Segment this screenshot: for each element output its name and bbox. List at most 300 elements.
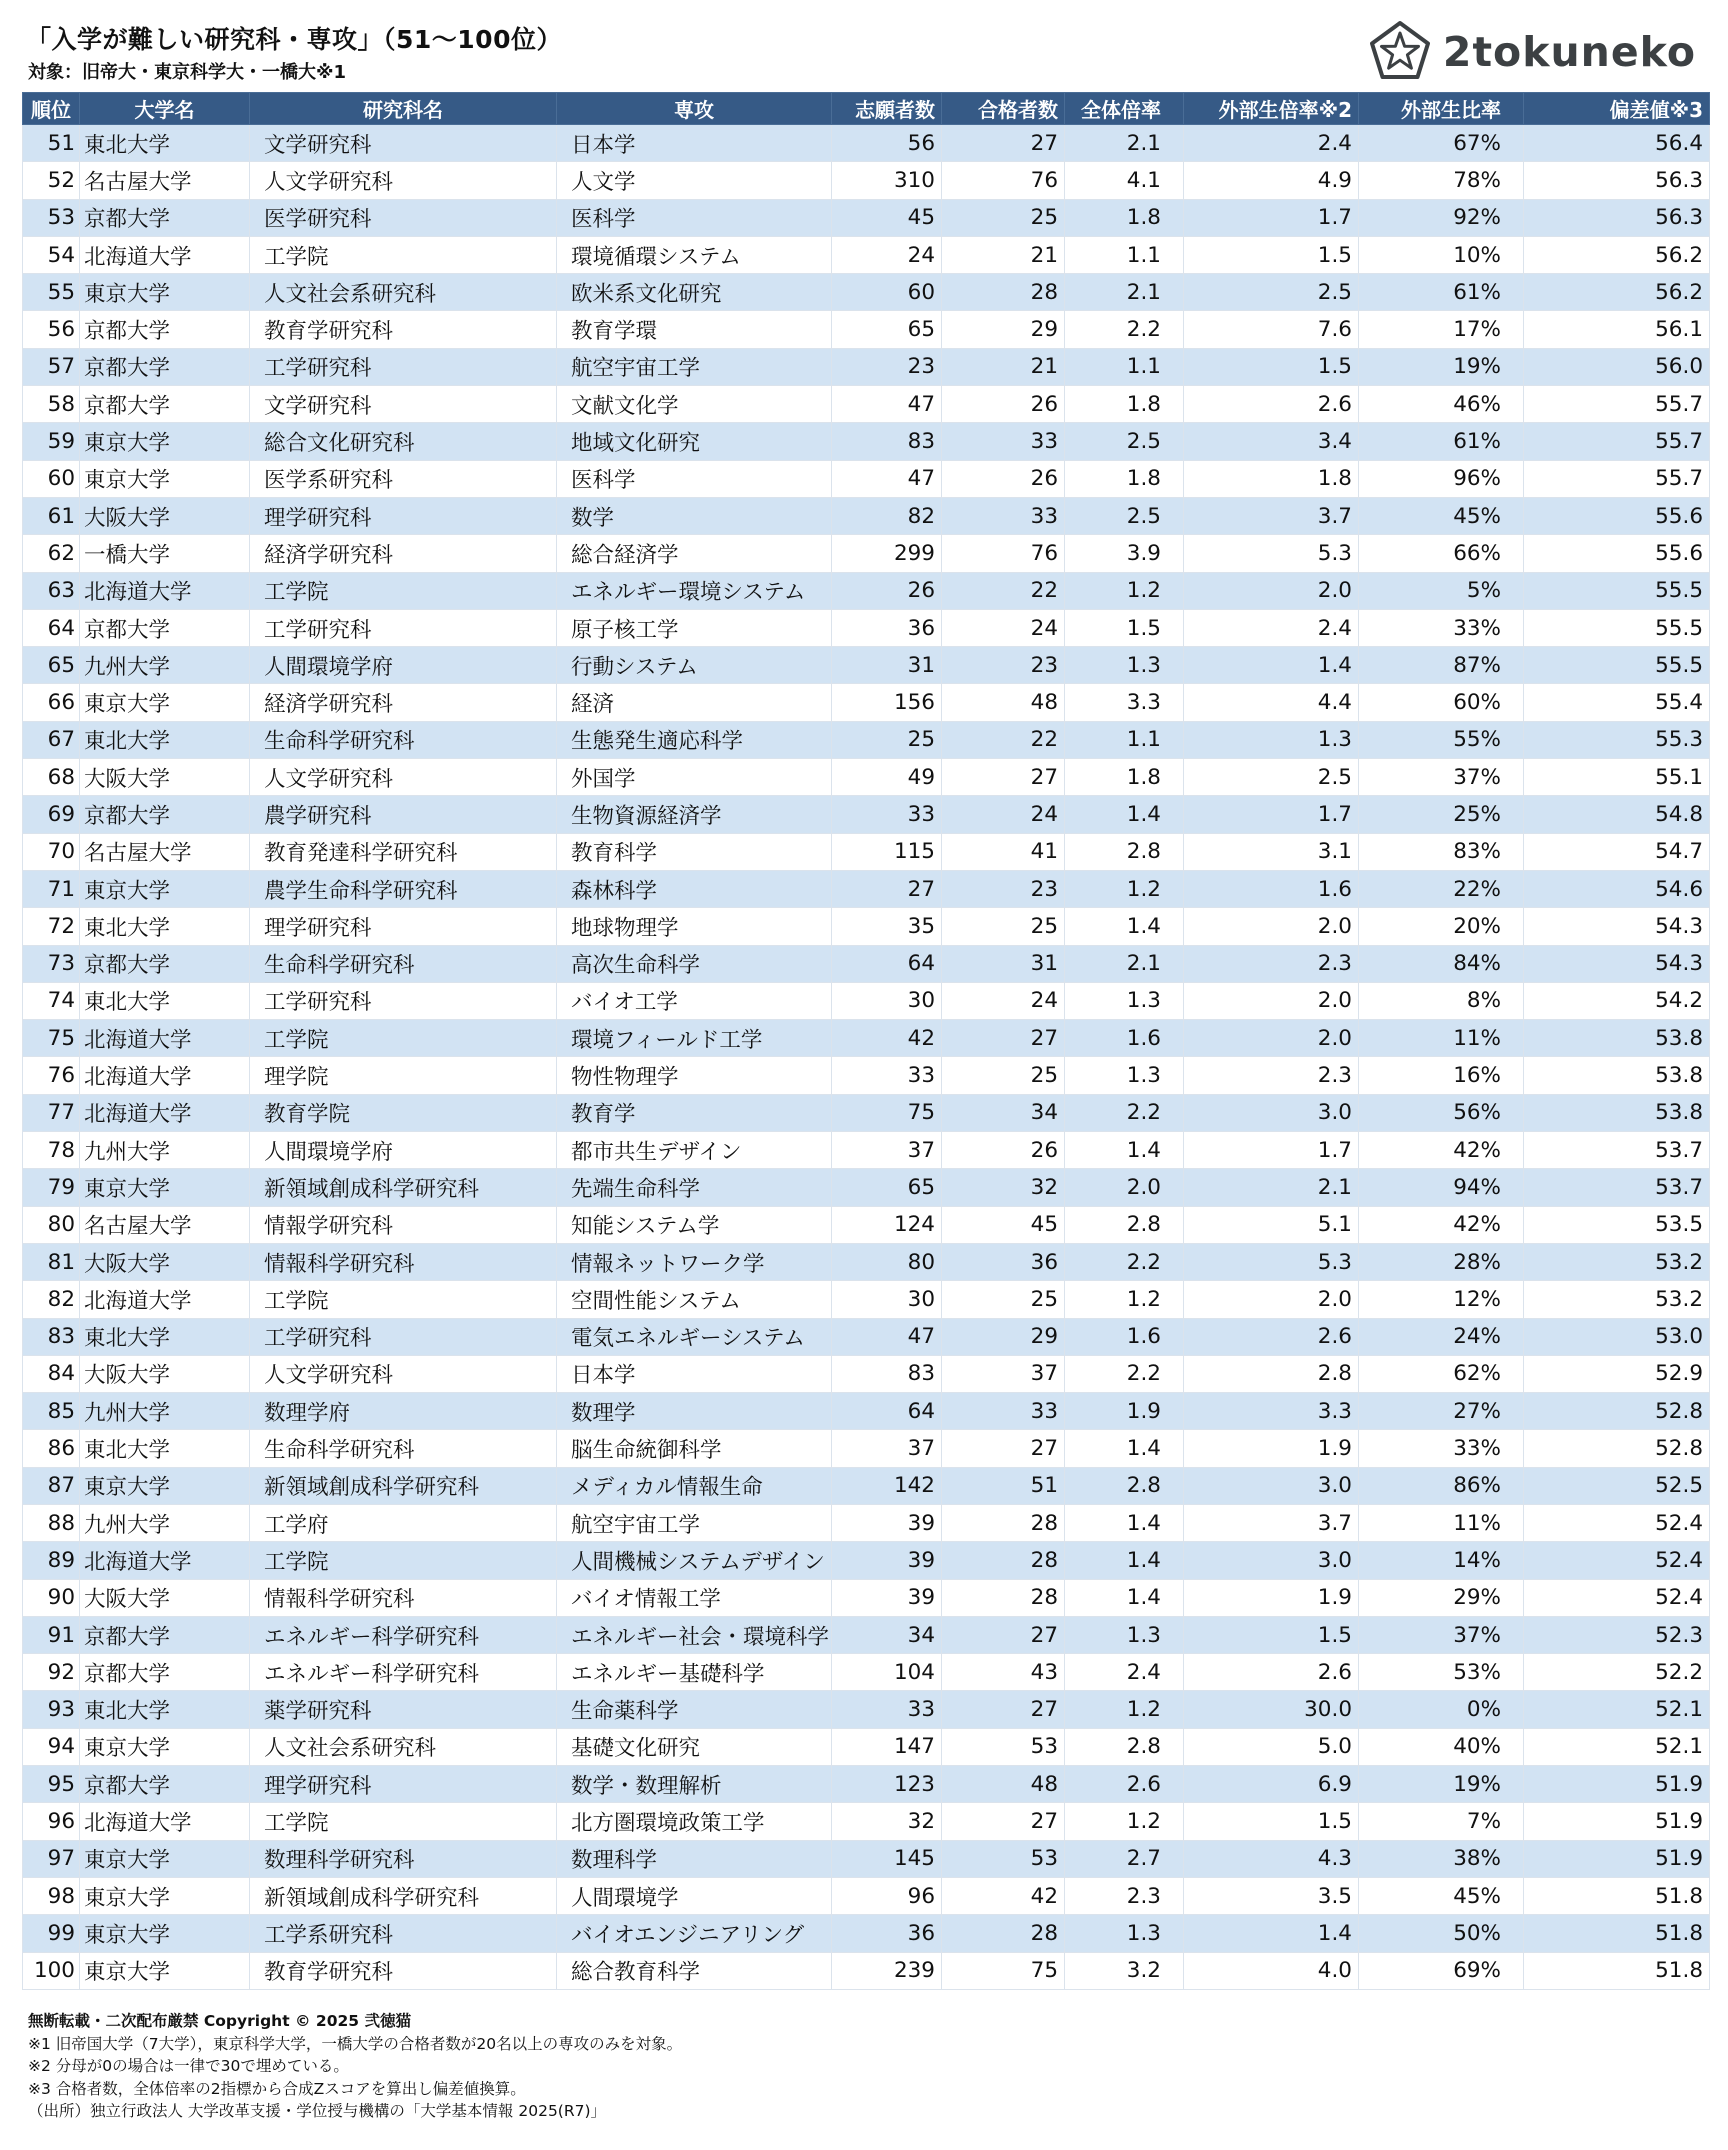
major-cell: エネルギー社会・環境科学 bbox=[557, 1616, 832, 1653]
overall-ratio-cell: 2.8 bbox=[1065, 833, 1184, 870]
applicants-cell: 36 bbox=[832, 609, 942, 646]
applicants-cell: 60 bbox=[832, 274, 942, 311]
graduate-school-cell: 工学研究科 bbox=[250, 609, 557, 646]
table-row bbox=[23, 1206, 1710, 1243]
rank-cell: 73 bbox=[23, 945, 80, 982]
graduate-school-cell: 理学研究科 bbox=[250, 908, 557, 945]
overall-ratio-cell: 2.7 bbox=[1065, 1840, 1184, 1877]
overall-ratio-cell: 1.5 bbox=[1065, 609, 1184, 646]
external-share-cell: 40% bbox=[1359, 1728, 1524, 1765]
admitted-cell: 25 bbox=[942, 199, 1065, 236]
external-ratio-cell: 7.6 bbox=[1184, 311, 1359, 348]
overall-ratio-cell: 2.2 bbox=[1065, 1094, 1184, 1131]
major-cell: 教育科学 bbox=[557, 833, 832, 870]
col-header-graduate-school: 研究科名 bbox=[250, 93, 557, 125]
major-cell: 原子核工学 bbox=[557, 609, 832, 646]
external-ratio-cell: 3.0 bbox=[1184, 1467, 1359, 1504]
rank-cell: 88 bbox=[23, 1504, 80, 1541]
major-cell: 物性物理学 bbox=[557, 1057, 832, 1094]
applicants-cell: 65 bbox=[832, 311, 942, 348]
admitted-cell: 53 bbox=[942, 1840, 1065, 1877]
major-cell: 森林科学 bbox=[557, 870, 832, 907]
overall-ratio-cell: 2.5 bbox=[1065, 423, 1184, 460]
external-share-cell: 27% bbox=[1359, 1393, 1524, 1430]
rank-cell: 81 bbox=[23, 1243, 80, 1280]
external-ratio-cell: 1.3 bbox=[1184, 721, 1359, 758]
admitted-cell: 34 bbox=[942, 1094, 1065, 1131]
overall-ratio-cell: 2.3 bbox=[1065, 1877, 1184, 1914]
external-ratio-cell: 3.7 bbox=[1184, 1504, 1359, 1541]
major-cell: 日本学 bbox=[557, 1355, 832, 1392]
rank-cell: 83 bbox=[23, 1318, 80, 1355]
external-ratio-cell: 2.1 bbox=[1184, 1169, 1359, 1206]
footnote-2: ※2 分母が0の場合は一律で30で埋めている。 bbox=[28, 2057, 349, 2075]
university-cell: 大阪大学 bbox=[80, 1355, 250, 1392]
table-row bbox=[23, 1915, 1710, 1952]
external-ratio-cell: 2.4 bbox=[1184, 125, 1359, 162]
graduate-school-cell: 人文学研究科 bbox=[250, 1355, 557, 1392]
applicants-cell: 310 bbox=[832, 162, 942, 199]
major-cell: 航空宇宙工学 bbox=[557, 348, 832, 385]
external-share-cell: 5% bbox=[1359, 572, 1524, 609]
external-share-cell: 45% bbox=[1359, 1877, 1524, 1914]
graduate-school-cell: 教育学研究科 bbox=[250, 311, 557, 348]
score-cell: 53.0 bbox=[1524, 1318, 1710, 1355]
score-cell: 55.6 bbox=[1524, 535, 1710, 572]
overall-ratio-cell: 2.2 bbox=[1065, 1355, 1184, 1392]
overall-ratio-cell: 1.3 bbox=[1065, 1915, 1184, 1952]
major-cell: バイオ工学 bbox=[557, 982, 832, 1019]
admitted-cell: 24 bbox=[942, 982, 1065, 1019]
overall-ratio-cell: 1.6 bbox=[1065, 1020, 1184, 1057]
score-cell: 55.7 bbox=[1524, 423, 1710, 460]
graduate-school-cell: 教育学院 bbox=[250, 1094, 557, 1131]
major-cell: エネルギー環境システム bbox=[557, 572, 832, 609]
external-ratio-cell: 1.5 bbox=[1184, 348, 1359, 385]
rank-cell: 71 bbox=[23, 870, 80, 907]
overall-ratio-cell: 1.3 bbox=[1065, 647, 1184, 684]
university-cell: 東京大学 bbox=[80, 1952, 250, 1989]
rank-cell: 52 bbox=[23, 162, 80, 199]
applicants-cell: 104 bbox=[832, 1654, 942, 1691]
applicants-cell: 25 bbox=[832, 721, 942, 758]
table-row bbox=[23, 162, 1710, 199]
table-row bbox=[23, 572, 1710, 609]
rank-cell: 99 bbox=[23, 1915, 80, 1952]
score-cell: 55.3 bbox=[1524, 721, 1710, 758]
col-header-external-share: 外部生比率 bbox=[1359, 93, 1524, 125]
external-share-cell: 66% bbox=[1359, 535, 1524, 572]
admitted-cell: 48 bbox=[942, 684, 1065, 721]
major-cell: 基礎文化研究 bbox=[557, 1728, 832, 1765]
applicants-cell: 33 bbox=[832, 1691, 942, 1728]
rank-cell: 93 bbox=[23, 1691, 80, 1728]
table-row bbox=[23, 870, 1710, 907]
rank-cell: 94 bbox=[23, 1728, 80, 1765]
score-cell: 55.6 bbox=[1524, 497, 1710, 534]
score-cell: 52.9 bbox=[1524, 1355, 1710, 1392]
score-cell: 54.8 bbox=[1524, 796, 1710, 833]
rank-cell: 54 bbox=[23, 236, 80, 273]
external-ratio-cell: 2.3 bbox=[1184, 945, 1359, 982]
major-cell: 環境フィールド工学 bbox=[557, 1020, 832, 1057]
table-row bbox=[23, 1393, 1710, 1430]
applicants-cell: 37 bbox=[832, 1430, 942, 1467]
rank-cell: 78 bbox=[23, 1132, 80, 1169]
graduate-school-cell: 生命科学研究科 bbox=[250, 1430, 557, 1467]
admitted-cell: 26 bbox=[942, 460, 1065, 497]
score-cell: 53.2 bbox=[1524, 1243, 1710, 1280]
table-row bbox=[23, 1318, 1710, 1355]
graduate-school-cell: 農学生命科学研究科 bbox=[250, 870, 557, 907]
major-cell: 経済 bbox=[557, 684, 832, 721]
major-cell: メディカル情報生命 bbox=[557, 1467, 832, 1504]
rank-cell: 98 bbox=[23, 1877, 80, 1914]
major-cell: 環境循環システム bbox=[557, 236, 832, 273]
major-cell: 知能システム学 bbox=[557, 1206, 832, 1243]
score-cell: 56.2 bbox=[1524, 236, 1710, 273]
overall-ratio-cell: 1.1 bbox=[1065, 236, 1184, 273]
footnote-1: ※1 旧帝国大学（7大学），東京科学大学，一橋大学の合格者数が20名以上の専攻のみを対象。 bbox=[28, 2034, 683, 2053]
external-ratio-cell: 2.6 bbox=[1184, 386, 1359, 423]
score-cell: 52.8 bbox=[1524, 1430, 1710, 1467]
university-cell: 京都大学 bbox=[80, 1616, 250, 1653]
brand-logo bbox=[1367, 14, 1696, 90]
external-share-cell: 24% bbox=[1359, 1318, 1524, 1355]
rank-cell: 97 bbox=[23, 1840, 80, 1877]
score-cell: 55.7 bbox=[1524, 460, 1710, 497]
external-ratio-cell: 3.5 bbox=[1184, 1877, 1359, 1914]
external-share-cell: 56% bbox=[1359, 1094, 1524, 1131]
university-cell: 北海道大学 bbox=[80, 1094, 250, 1131]
applicants-cell: 83 bbox=[832, 423, 942, 460]
table-row bbox=[23, 423, 1710, 460]
score-cell: 52.5 bbox=[1524, 1467, 1710, 1504]
table-row bbox=[23, 1542, 1710, 1579]
table-row bbox=[23, 1579, 1710, 1616]
graduate-school-cell: 教育学研究科 bbox=[250, 1952, 557, 1989]
copyright-notice: 無断転載・二次配布厳禁 Copyright © 2025 弐徳猫 bbox=[28, 2012, 411, 2030]
external-share-cell: 28% bbox=[1359, 1243, 1524, 1280]
major-cell: 生態発生適応科学 bbox=[557, 721, 832, 758]
col-header-rank: 順位 bbox=[23, 93, 80, 125]
table-row bbox=[23, 535, 1710, 572]
external-share-cell: 16% bbox=[1359, 1057, 1524, 1094]
graduate-school-cell: 医学系研究科 bbox=[250, 460, 557, 497]
score-cell: 52.1 bbox=[1524, 1728, 1710, 1765]
major-cell: 高次生命科学 bbox=[557, 945, 832, 982]
overall-ratio-cell: 2.8 bbox=[1065, 1467, 1184, 1504]
major-cell: 空間性能システム bbox=[557, 1281, 832, 1318]
admitted-cell: 27 bbox=[942, 759, 1065, 796]
table-row bbox=[23, 609, 1710, 646]
university-cell: 東京大学 bbox=[80, 870, 250, 907]
rank-cell: 67 bbox=[23, 721, 80, 758]
graduate-school-cell: 経済学研究科 bbox=[250, 535, 557, 572]
graduate-school-cell: 工学研究科 bbox=[250, 1318, 557, 1355]
external-ratio-cell: 30.0 bbox=[1184, 1691, 1359, 1728]
table-row bbox=[23, 1616, 1710, 1653]
university-cell: 東京大学 bbox=[80, 423, 250, 460]
graduate-school-cell: 生命科学研究科 bbox=[250, 945, 557, 982]
overall-ratio-cell: 1.6 bbox=[1065, 1318, 1184, 1355]
university-cell: 東北大学 bbox=[80, 1430, 250, 1467]
applicants-cell: 49 bbox=[832, 759, 942, 796]
admitted-cell: 26 bbox=[942, 386, 1065, 423]
admitted-cell: 29 bbox=[942, 311, 1065, 348]
university-cell: 京都大学 bbox=[80, 1654, 250, 1691]
external-ratio-cell: 1.7 bbox=[1184, 1132, 1359, 1169]
major-cell: 総合経済学 bbox=[557, 535, 832, 572]
external-share-cell: 20% bbox=[1359, 908, 1524, 945]
graduate-school-cell: 工学院 bbox=[250, 1803, 557, 1840]
external-ratio-cell: 1.7 bbox=[1184, 199, 1359, 236]
admitted-cell: 33 bbox=[942, 423, 1065, 460]
rank-cell: 57 bbox=[23, 348, 80, 385]
table-row bbox=[23, 1430, 1710, 1467]
table-row bbox=[23, 274, 1710, 311]
score-cell: 51.9 bbox=[1524, 1766, 1710, 1803]
graduate-school-cell: 文学研究科 bbox=[250, 125, 557, 162]
university-cell: 九州大学 bbox=[80, 1393, 250, 1430]
col-header-major: 専攻 bbox=[557, 93, 832, 125]
score-cell: 53.2 bbox=[1524, 1281, 1710, 1318]
university-cell: 東京大学 bbox=[80, 684, 250, 721]
major-cell: 行動システム bbox=[557, 647, 832, 684]
external-ratio-cell: 3.0 bbox=[1184, 1542, 1359, 1579]
external-share-cell: 42% bbox=[1359, 1132, 1524, 1169]
score-cell: 56.4 bbox=[1524, 125, 1710, 162]
admitted-cell: 28 bbox=[942, 274, 1065, 311]
admitted-cell: 75 bbox=[942, 1952, 1065, 1989]
university-cell: 大阪大学 bbox=[80, 759, 250, 796]
table-row bbox=[23, 1504, 1710, 1541]
external-ratio-cell: 2.6 bbox=[1184, 1654, 1359, 1691]
rank-cell: 76 bbox=[23, 1057, 80, 1094]
external-share-cell: 45% bbox=[1359, 497, 1524, 534]
overall-ratio-cell: 1.4 bbox=[1065, 908, 1184, 945]
university-cell: 京都大学 bbox=[80, 311, 250, 348]
graduate-school-cell: 工学院 bbox=[250, 1020, 557, 1057]
applicants-cell: 80 bbox=[832, 1243, 942, 1280]
table-row bbox=[23, 1243, 1710, 1280]
applicants-cell: 27 bbox=[832, 870, 942, 907]
university-cell: 京都大学 bbox=[80, 348, 250, 385]
external-ratio-cell: 2.0 bbox=[1184, 908, 1359, 945]
table-row bbox=[23, 1840, 1710, 1877]
overall-ratio-cell: 1.4 bbox=[1065, 1542, 1184, 1579]
external-share-cell: 7% bbox=[1359, 1803, 1524, 1840]
overall-ratio-cell: 1.2 bbox=[1065, 870, 1184, 907]
score-cell: 51.9 bbox=[1524, 1803, 1710, 1840]
university-cell: 北海道大学 bbox=[80, 1281, 250, 1318]
major-cell: バイオエンジニアリング bbox=[557, 1915, 832, 1952]
major-cell: エネルギー基礎科学 bbox=[557, 1654, 832, 1691]
university-cell: 名古屋大学 bbox=[80, 833, 250, 870]
col-header-overall-ratio: 全体倍率 bbox=[1065, 93, 1184, 125]
university-cell: 北海道大学 bbox=[80, 1057, 250, 1094]
score-cell: 52.3 bbox=[1524, 1616, 1710, 1653]
table-row bbox=[23, 1952, 1710, 1989]
graduate-school-cell: 工学院 bbox=[250, 1542, 557, 1579]
applicants-cell: 47 bbox=[832, 460, 942, 497]
score-cell: 51.8 bbox=[1524, 1915, 1710, 1952]
graduate-school-cell: 新領域創成科学研究科 bbox=[250, 1877, 557, 1914]
table-row bbox=[23, 1355, 1710, 1392]
external-ratio-cell: 1.4 bbox=[1184, 1915, 1359, 1952]
admitted-cell: 28 bbox=[942, 1915, 1065, 1952]
graduate-school-cell: 文学研究科 bbox=[250, 386, 557, 423]
external-ratio-cell: 1.9 bbox=[1184, 1430, 1359, 1467]
external-ratio-cell: 1.4 bbox=[1184, 647, 1359, 684]
applicants-cell: 96 bbox=[832, 1877, 942, 1914]
major-cell: 北方圏環境政策工学 bbox=[557, 1803, 832, 1840]
admitted-cell: 22 bbox=[942, 721, 1065, 758]
overall-ratio-cell: 1.2 bbox=[1065, 1803, 1184, 1840]
major-cell: 生命薬科学 bbox=[557, 1691, 832, 1728]
major-cell: 都市共生デザイン bbox=[557, 1132, 832, 1169]
table-header-row bbox=[23, 93, 1710, 125]
applicants-cell: 32 bbox=[832, 1803, 942, 1840]
rank-cell: 59 bbox=[23, 423, 80, 460]
university-cell: 京都大学 bbox=[80, 796, 250, 833]
university-cell: 東京大学 bbox=[80, 1915, 250, 1952]
score-cell: 53.8 bbox=[1524, 1020, 1710, 1057]
table-row bbox=[23, 348, 1710, 385]
page-title: 「入学が難しい研究科・専攻」（51～100位） bbox=[26, 25, 562, 54]
major-cell: 教育学 bbox=[557, 1094, 832, 1131]
rank-cell: 72 bbox=[23, 908, 80, 945]
graduate-school-cell: エネルギー科学研究科 bbox=[250, 1654, 557, 1691]
major-cell: 医科学 bbox=[557, 460, 832, 497]
rank-cell: 69 bbox=[23, 796, 80, 833]
external-ratio-cell: 2.0 bbox=[1184, 572, 1359, 609]
applicants-cell: 299 bbox=[832, 535, 942, 572]
admitted-cell: 48 bbox=[942, 1766, 1065, 1803]
applicants-cell: 142 bbox=[832, 1467, 942, 1504]
overall-ratio-cell: 2.0 bbox=[1065, 1169, 1184, 1206]
major-cell: 医科学 bbox=[557, 199, 832, 236]
table-row bbox=[23, 796, 1710, 833]
external-share-cell: 86% bbox=[1359, 1467, 1524, 1504]
major-cell: 教育学環 bbox=[557, 311, 832, 348]
col-header-admitted: 合格者数 bbox=[942, 93, 1065, 125]
applicants-cell: 115 bbox=[832, 833, 942, 870]
table-row bbox=[23, 982, 1710, 1019]
external-ratio-cell: 2.6 bbox=[1184, 1318, 1359, 1355]
score-cell: 54.3 bbox=[1524, 908, 1710, 945]
major-cell: 数理科学 bbox=[557, 1840, 832, 1877]
score-cell: 55.7 bbox=[1524, 386, 1710, 423]
graduate-school-cell: 数理科学研究科 bbox=[250, 1840, 557, 1877]
overall-ratio-cell: 1.8 bbox=[1065, 386, 1184, 423]
table-row bbox=[23, 497, 1710, 534]
university-cell: 京都大学 bbox=[80, 1766, 250, 1803]
university-cell: 東京大学 bbox=[80, 460, 250, 497]
major-cell: 地球物理学 bbox=[557, 908, 832, 945]
score-cell: 55.5 bbox=[1524, 647, 1710, 684]
major-cell: 人間機械システムデザイン bbox=[557, 1542, 832, 1579]
overall-ratio-cell: 2.2 bbox=[1065, 311, 1184, 348]
score-cell: 52.4 bbox=[1524, 1579, 1710, 1616]
major-cell: 電気エネルギーシステム bbox=[557, 1318, 832, 1355]
applicants-cell: 26 bbox=[832, 572, 942, 609]
rank-cell: 82 bbox=[23, 1281, 80, 1318]
score-cell: 55.1 bbox=[1524, 759, 1710, 796]
external-share-cell: 55% bbox=[1359, 721, 1524, 758]
score-cell: 56.1 bbox=[1524, 311, 1710, 348]
external-ratio-cell: 5.3 bbox=[1184, 1243, 1359, 1280]
overall-ratio-cell: 4.1 bbox=[1065, 162, 1184, 199]
university-cell: 東北大学 bbox=[80, 1691, 250, 1728]
rank-cell: 79 bbox=[23, 1169, 80, 1206]
overall-ratio-cell: 3.3 bbox=[1065, 684, 1184, 721]
external-ratio-cell: 3.3 bbox=[1184, 1393, 1359, 1430]
overall-ratio-cell: 2.4 bbox=[1065, 1654, 1184, 1691]
university-cell: 東京大学 bbox=[80, 1877, 250, 1914]
admitted-cell: 29 bbox=[942, 1318, 1065, 1355]
overall-ratio-cell: 2.2 bbox=[1065, 1243, 1184, 1280]
footnote-3: ※3 合格者数，全体倍率の2指標から合成Zスコアを算出し偏差値換算。 bbox=[28, 2079, 526, 2098]
overall-ratio-cell: 1.8 bbox=[1065, 759, 1184, 796]
table-row bbox=[23, 1169, 1710, 1206]
graduate-school-cell: 農学研究科 bbox=[250, 796, 557, 833]
applicants-cell: 34 bbox=[832, 1616, 942, 1653]
external-ratio-cell: 5.1 bbox=[1184, 1206, 1359, 1243]
admitted-cell: 26 bbox=[942, 1132, 1065, 1169]
applicants-cell: 39 bbox=[832, 1542, 942, 1579]
score-cell: 52.4 bbox=[1524, 1504, 1710, 1541]
rank-cell: 87 bbox=[23, 1467, 80, 1504]
rank-cell: 61 bbox=[23, 497, 80, 534]
rank-cell: 70 bbox=[23, 833, 80, 870]
university-cell: 大阪大学 bbox=[80, 1243, 250, 1280]
applicants-cell: 45 bbox=[832, 199, 942, 236]
external-ratio-cell: 5.3 bbox=[1184, 535, 1359, 572]
overall-ratio-cell: 2.8 bbox=[1065, 1206, 1184, 1243]
external-share-cell: 25% bbox=[1359, 796, 1524, 833]
overall-ratio-cell: 2.1 bbox=[1065, 945, 1184, 982]
admitted-cell: 32 bbox=[942, 1169, 1065, 1206]
university-cell: 京都大学 bbox=[80, 386, 250, 423]
overall-ratio-cell: 1.3 bbox=[1065, 982, 1184, 1019]
university-cell: 名古屋大学 bbox=[80, 162, 250, 199]
major-cell: 欧米系文化研究 bbox=[557, 274, 832, 311]
score-cell: 56.2 bbox=[1524, 274, 1710, 311]
applicants-cell: 75 bbox=[832, 1094, 942, 1131]
external-ratio-cell: 6.9 bbox=[1184, 1766, 1359, 1803]
university-cell: 東京大学 bbox=[80, 274, 250, 311]
admitted-cell: 25 bbox=[942, 1057, 1065, 1094]
overall-ratio-cell: 1.3 bbox=[1065, 1057, 1184, 1094]
external-ratio-cell: 5.0 bbox=[1184, 1728, 1359, 1765]
score-cell: 54.2 bbox=[1524, 982, 1710, 1019]
external-share-cell: 60% bbox=[1359, 684, 1524, 721]
rank-cell: 77 bbox=[23, 1094, 80, 1131]
overall-ratio-cell: 1.4 bbox=[1065, 796, 1184, 833]
overall-ratio-cell: 1.9 bbox=[1065, 1393, 1184, 1430]
table-row bbox=[23, 1691, 1710, 1728]
university-cell: 九州大学 bbox=[80, 1504, 250, 1541]
major-cell: 数学 bbox=[557, 497, 832, 534]
external-ratio-cell: 2.5 bbox=[1184, 274, 1359, 311]
overall-ratio-cell: 3.2 bbox=[1065, 1952, 1184, 1989]
rank-cell: 90 bbox=[23, 1579, 80, 1616]
table-row bbox=[23, 1766, 1710, 1803]
rank-cell: 58 bbox=[23, 386, 80, 423]
university-cell: 東京大学 bbox=[80, 1169, 250, 1206]
rank-cell: 95 bbox=[23, 1766, 80, 1803]
